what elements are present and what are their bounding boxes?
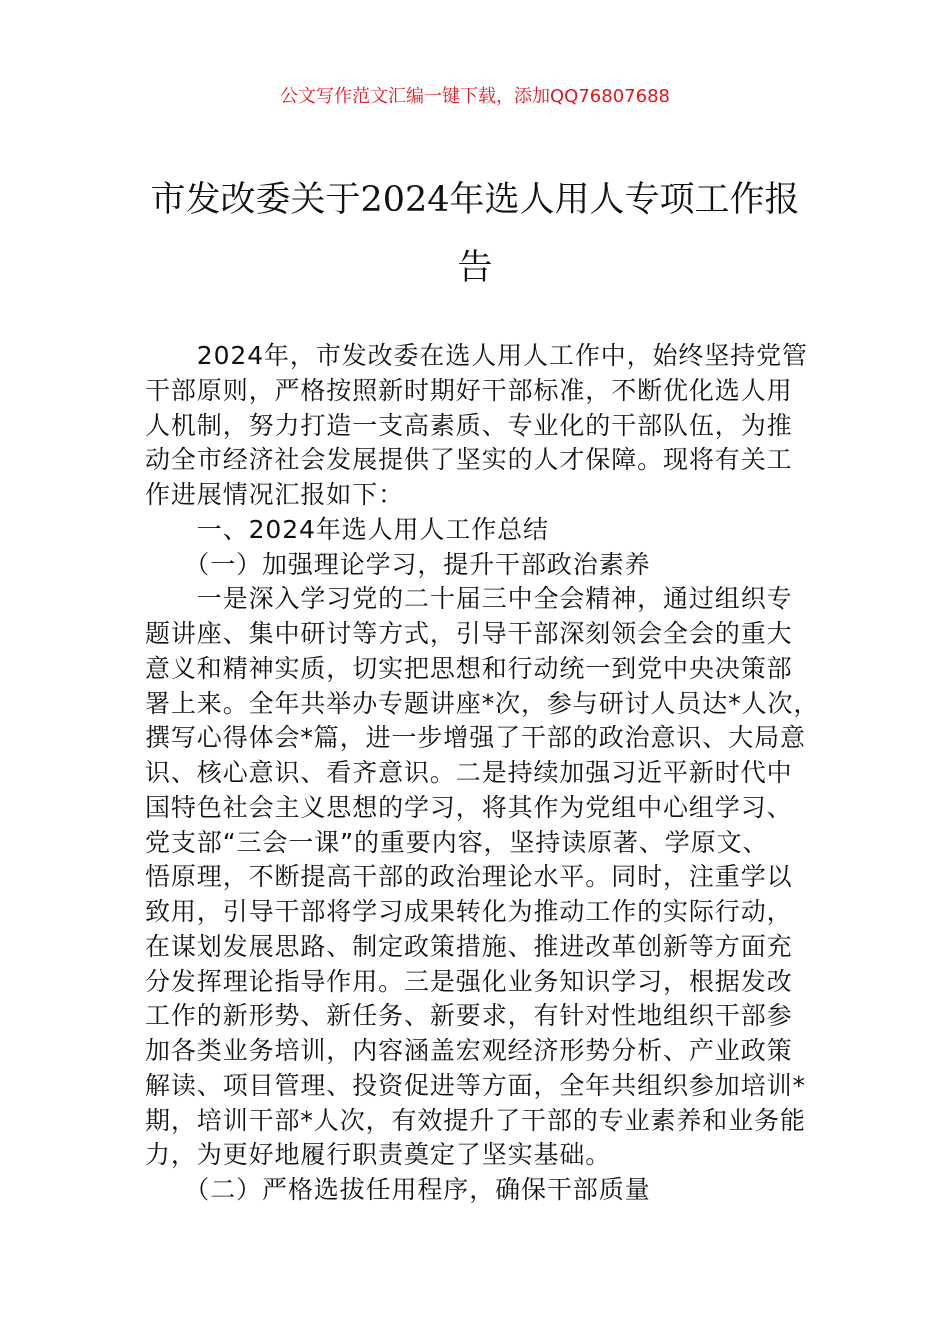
body-text-line: 一是深入学习党的二十届三中全会精神，通过组织专 — [145, 584, 793, 614]
body-text-line: 人机制，努力打造一支高素质、专业化的干部队伍，为推 — [145, 410, 793, 440]
body-text-line: 一、2024年选人用人工作总结 — [145, 514, 549, 544]
body-text-line: 2024年，市发改委在选人用人工作中，始终坚持党管 — [145, 341, 808, 370]
body-text-line: 党支部“三会一课”的重要内容，坚持读原著、学原文、 — [145, 827, 769, 857]
body-text-line: 国特色社会主义思想的学习，将其作为党组中心组学习、 — [145, 792, 793, 822]
body-text-line: 分发挥理论指导作用。三是强化业务知识学习，根据发改 — [145, 966, 793, 996]
body-text-line: 意义和精神实质，切实把思想和行动统一到党中央决策部 — [145, 653, 793, 683]
body-text-line: 动全市经济社会发展提供了坚实的人才保障。现将有关工 — [145, 445, 793, 475]
body-text-line: 干部原则，严格按照新时期好干部标准，不断优化选人用 — [145, 375, 793, 405]
body-text-line: （一）加强理论学习，提升干部政治素养 — [145, 549, 651, 579]
body-text-line: 题讲座、集中研讨等方式，引导干部深刻领会全会的重大 — [145, 619, 793, 648]
body-text-line: 加各类业务培训，内容涵盖宏观经济形势分析、产业政策 — [145, 1036, 793, 1065]
body-text-line: 撰写心得体会*篇，进一步增强了干部的政治意识、大局意 — [145, 723, 806, 753]
body-text-line: 解读、项目管理、投资促进等方面，全年共组织参加培训* — [145, 1070, 806, 1100]
document-body — [145, 339, 845, 1208]
body-text-line: 工作的新形势、新任务、新要求，有针对性地组织干部参 — [145, 1001, 793, 1031]
body-text-line: 力，为更好地履行职责奠定了坚实基础。 — [145, 1140, 612, 1170]
body-text-line: 期，培训干部*人次，有效提升了干部的专业素养和业务能 — [145, 1105, 806, 1135]
body-text-line: 在谋划发展思路、制定政策措施、推进改革创新等方面充 — [145, 931, 793, 961]
promo-banner: 公文写作范文汇编一键下载，添加QQ76807688 — [280, 86, 670, 107]
body-text-line: （二）严格选拔任用程序，确保干部质量 — [145, 1175, 651, 1204]
body-text-line: 署上来。全年共举办专题讲座*次，参与研讨人员达*人次， — [145, 688, 820, 718]
body-text-line: 悟原理，不断提高干部的政治理论水平。同时，注重学以 — [145, 862, 793, 892]
document-title-line-1: 市发改委关于2024年选人用人专项工作报 — [150, 180, 800, 220]
document-title-line-2: 告 — [457, 248, 493, 288]
body-text-line: 作进展情况汇报如下： — [145, 480, 405, 509]
body-text-line: 识、核心意识、看齐意识。二是持续加强习近平新时代中 — [145, 758, 793, 787]
body-text-line: 致用，引导干部将学习成果转化为推动工作的实际行动， — [145, 897, 793, 926]
